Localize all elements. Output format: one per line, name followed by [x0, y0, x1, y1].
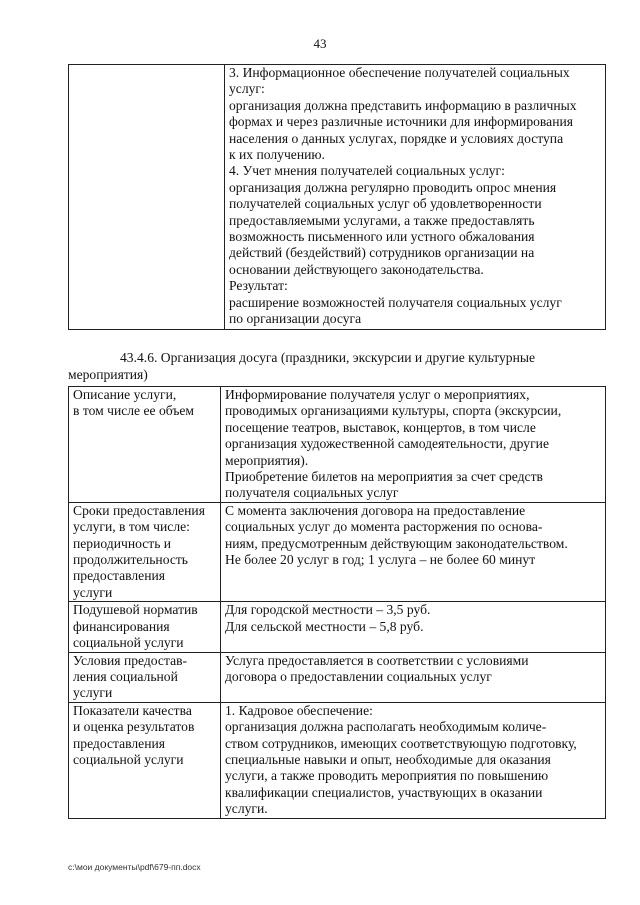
table-row	[69, 65, 606, 330]
text-line: Для городской местности – 3,5 руб.	[225, 602, 431, 618]
file-path-footer: c:\мои документы\pdf\679-пп.docx	[68, 862, 201, 872]
text-line: 3. Информационное обеспечение получателей социальных	[229, 65, 570, 80]
text-line: основании действующего законодательства.	[229, 261, 484, 277]
row-label-cell	[69, 602, 221, 652]
text-line: ством сотрудников, имеющих соответствующую подготовку,	[225, 735, 577, 751]
text-line: Подушевой норматив	[73, 602, 198, 618]
row-label-cell	[69, 702, 221, 818]
section-heading-line: мероприятия)	[68, 367, 148, 382]
text-line: получателя социальных услуг	[225, 485, 399, 501]
text-line: договора о предоставлении социальных услуг	[225, 668, 492, 684]
row-label-cell	[69, 502, 221, 601]
row-value-cell	[221, 602, 606, 652]
text-line: возможность письменного или устного обжалования	[229, 229, 535, 245]
table-row	[69, 387, 606, 503]
row-label-cell	[69, 652, 221, 702]
text-line: Показатели качества	[73, 702, 192, 718]
table-row	[69, 502, 606, 601]
text-line: к их получению.	[229, 147, 325, 163]
text-line: организация должна регулярно проводить опрос мнения	[229, 179, 557, 195]
text-line: организация художественной самодеятельности, другие	[225, 436, 549, 452]
text-line: С момента заключения договора на предоставление	[225, 502, 526, 518]
text-line: услуги, а также проводить мероприятия по повышению	[225, 768, 549, 784]
text-line: населения о данных услугах, порядке и условиях доступа	[229, 130, 564, 146]
text-line: посещение театров, выставок, концертов, в том числе	[225, 419, 536, 435]
section-heading	[68, 349, 606, 383]
text-line: специальные навыки и опыт, необходимые для оказания	[225, 751, 551, 767]
text-line: услуги, в том числе:	[73, 519, 190, 535]
text-line: и оценка результатов	[73, 719, 195, 735]
text-line: проводимых организациями культуры, спорта (экскурсии,	[225, 403, 562, 419]
text-line: предоставления	[73, 735, 166, 751]
service-table	[68, 386, 606, 819]
row-value-cell	[221, 652, 606, 702]
text-line: Условия предостав-	[73, 652, 188, 668]
text-line: в том числе ее объем	[73, 403, 194, 419]
empty-cell	[69, 65, 225, 330]
text-line: продолжительность	[73, 552, 189, 568]
text-line: периодичность и	[73, 535, 172, 551]
text-line: получателей социальных услуг об удовлетворенности	[229, 196, 542, 212]
text-line: организация должна представить информацию в различных	[229, 97, 577, 113]
text-line: Для сельской местности – 5,8 руб.	[225, 618, 424, 634]
text-line: предоставления	[73, 568, 166, 584]
text-line: Результат:	[229, 278, 288, 294]
text-line: 4. Учет мнения получателей социальных услуг:	[229, 163, 505, 179]
section-heading-line: 43.4.6. Организация досуга (праздники, экскурсии и другие культурные	[120, 350, 536, 365]
text-line: услуги	[73, 685, 113, 701]
text-line: по организации досуга	[229, 311, 362, 327]
text-line: Не более 20 услуг в год; 1 услуга – не более 60 минут	[225, 552, 536, 568]
text-line: услуги	[73, 584, 113, 600]
text-line: Услуга предоставляется в соответствии с условиями	[225, 652, 529, 668]
table-row	[69, 652, 606, 702]
text-line: социальной услуги	[73, 751, 184, 767]
quality-indicators-continuation-cell	[225, 65, 606, 330]
text-line: формах и через различные источники для информирования	[229, 114, 573, 130]
text-line: квалификации специалистов, участвующих в оказании	[225, 784, 543, 800]
text-line: Приобретение билетов на мероприятия за счет средств	[225, 469, 543, 485]
text-line: услуг:	[229, 81, 265, 97]
text-line: социальной услуги	[73, 635, 184, 651]
text-line: действий (бездействий) сотрудников организации на	[229, 245, 535, 261]
text-line: организация должна располагать необходимым количе-	[225, 719, 547, 735]
text-line: Информирование получателя услуг о мероприятиях,	[225, 387, 530, 402]
text-line: услуги.	[225, 801, 268, 817]
text-line: ления социальной	[73, 668, 178, 684]
text-line: Сроки предоставления	[73, 502, 205, 518]
text-line: ниям, предусмотренным действующим законодательством.	[225, 535, 568, 551]
text-line: предоставляемыми услугами, а также предоставлять	[229, 212, 535, 228]
table-row	[69, 602, 606, 652]
text-line: социальных услуг до момента расторжения по основа-	[225, 519, 543, 535]
page-number: 43	[313, 36, 327, 51]
row-value-cell	[221, 387, 606, 503]
continuation-table	[68, 64, 606, 330]
row-label-cell	[69, 387, 221, 503]
text-line: мероприятия).	[225, 452, 309, 468]
text-line: расширение возможностей получателя социальных услуг	[229, 294, 562, 310]
text-line: 1. Кадровое обеспечение:	[225, 702, 373, 718]
table-row	[69, 702, 606, 818]
text-line: финансирования	[73, 618, 170, 634]
text-line: Описание услуги,	[73, 387, 177, 402]
row-value-cell	[221, 502, 606, 601]
row-value-cell	[221, 702, 606, 818]
